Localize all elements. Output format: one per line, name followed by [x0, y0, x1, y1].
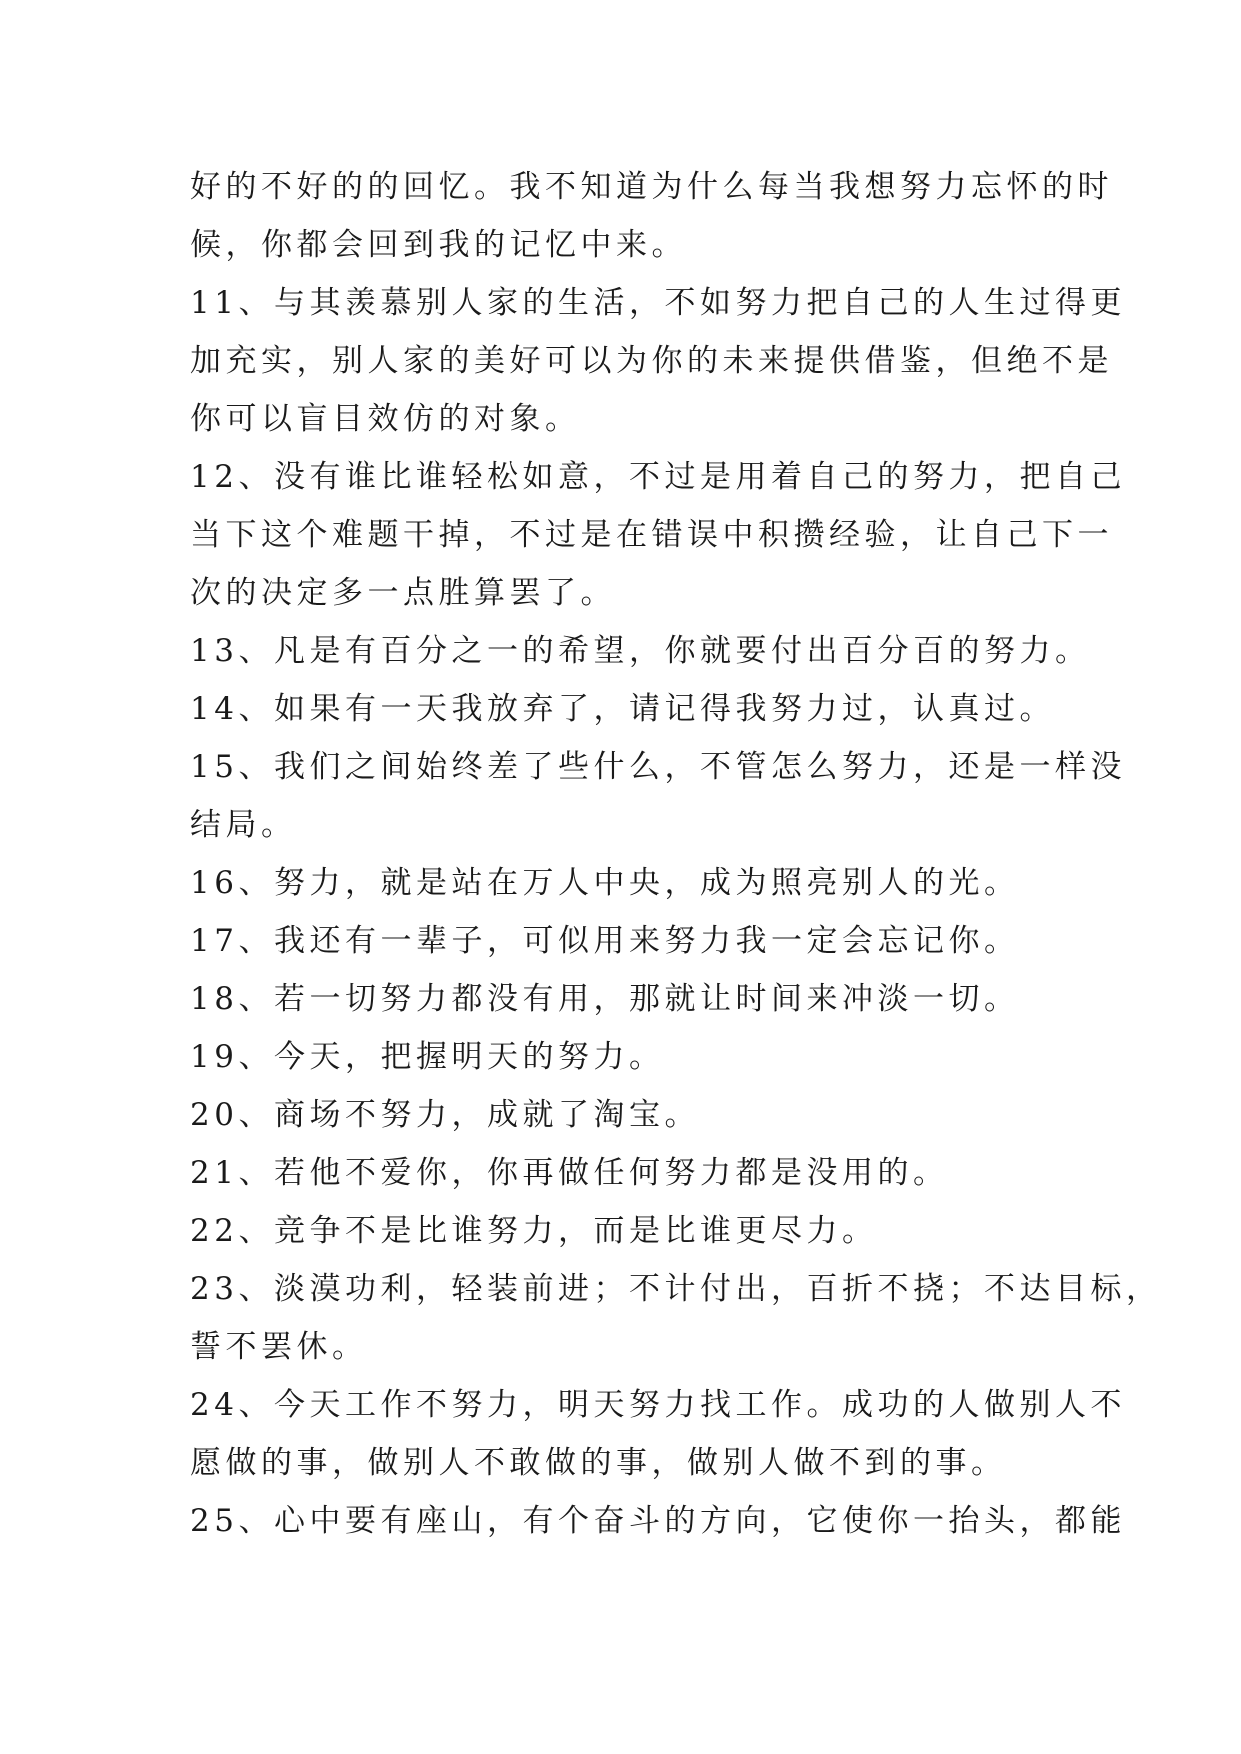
text-line: 20、商场不努力，成就了淘宝。 [190, 1097, 700, 1133]
text-line: 誓不罢休。 [190, 1329, 368, 1365]
text-line: 23、淡漠功利，轻装前进；不计付出，百折不挠；不达目标， [190, 1271, 1162, 1307]
text-line: 加充实，别人家的美好可以为你的未来提供借鉴，但绝不是 [190, 343, 1113, 379]
text-line: 你可以盲目效仿的对象。 [190, 401, 581, 437]
body-text [190, 158, 1162, 1550]
text-line: 12、没有谁比谁轻松如意，不过是用着自己的努力，把自己 [190, 459, 1126, 495]
text-line: 当下这个难题干掉，不过是在错误中积攒经验，让自己下一 [190, 517, 1113, 553]
text-line: 18、若一切努力都没有用，那就让时间来冲淡一切。 [190, 981, 1020, 1017]
text-line: 11、与其羡慕别人家的生活，不如努力把自己的人生过得更 [190, 285, 1126, 321]
text-line: 好的不好的的回忆。我不知道为什么每当我想努力忘怀的时 [190, 169, 1113, 205]
text-line: 14、如果有一天我放弃了，请记得我努力过，认真过。 [190, 691, 1055, 727]
text-line: 候，你都会回到我的记忆中来。 [190, 227, 687, 263]
text-line: 24、今天工作不努力，明天努力找工作。成功的人做别人不 [190, 1387, 1126, 1423]
text-line: 15、我们之间始终差了些什么，不管怎么努力，还是一样没 [190, 749, 1126, 785]
text-line: 16、努力，就是站在万人中央，成为照亮别人的光。 [190, 865, 1020, 901]
text-line: 19、今天，把握明天的努力。 [190, 1039, 665, 1075]
text-line: 21、若他不爱你，你再做任何努力都是没用的。 [190, 1155, 949, 1191]
text-line: 22、竞争不是比谁努力，而是比谁更尽力。 [190, 1213, 878, 1249]
text-line: 愿做的事，做别人不敢做的事，做别人做不到的事。 [190, 1445, 1007, 1481]
text-line: 13、凡是有百分之一的希望，你就要付出百分百的努力。 [190, 633, 1091, 669]
text-line: 17、我还有一辈子，可似用来努力我一定会忘记你。 [190, 923, 1020, 959]
text-line: 结局。 [190, 807, 297, 843]
text-line: 次的决定多一点胜算罢了。 [190, 575, 616, 611]
text-line: 25、心中要有座山，有个奋斗的方向，它使你一抬头，都能 [190, 1503, 1126, 1539]
